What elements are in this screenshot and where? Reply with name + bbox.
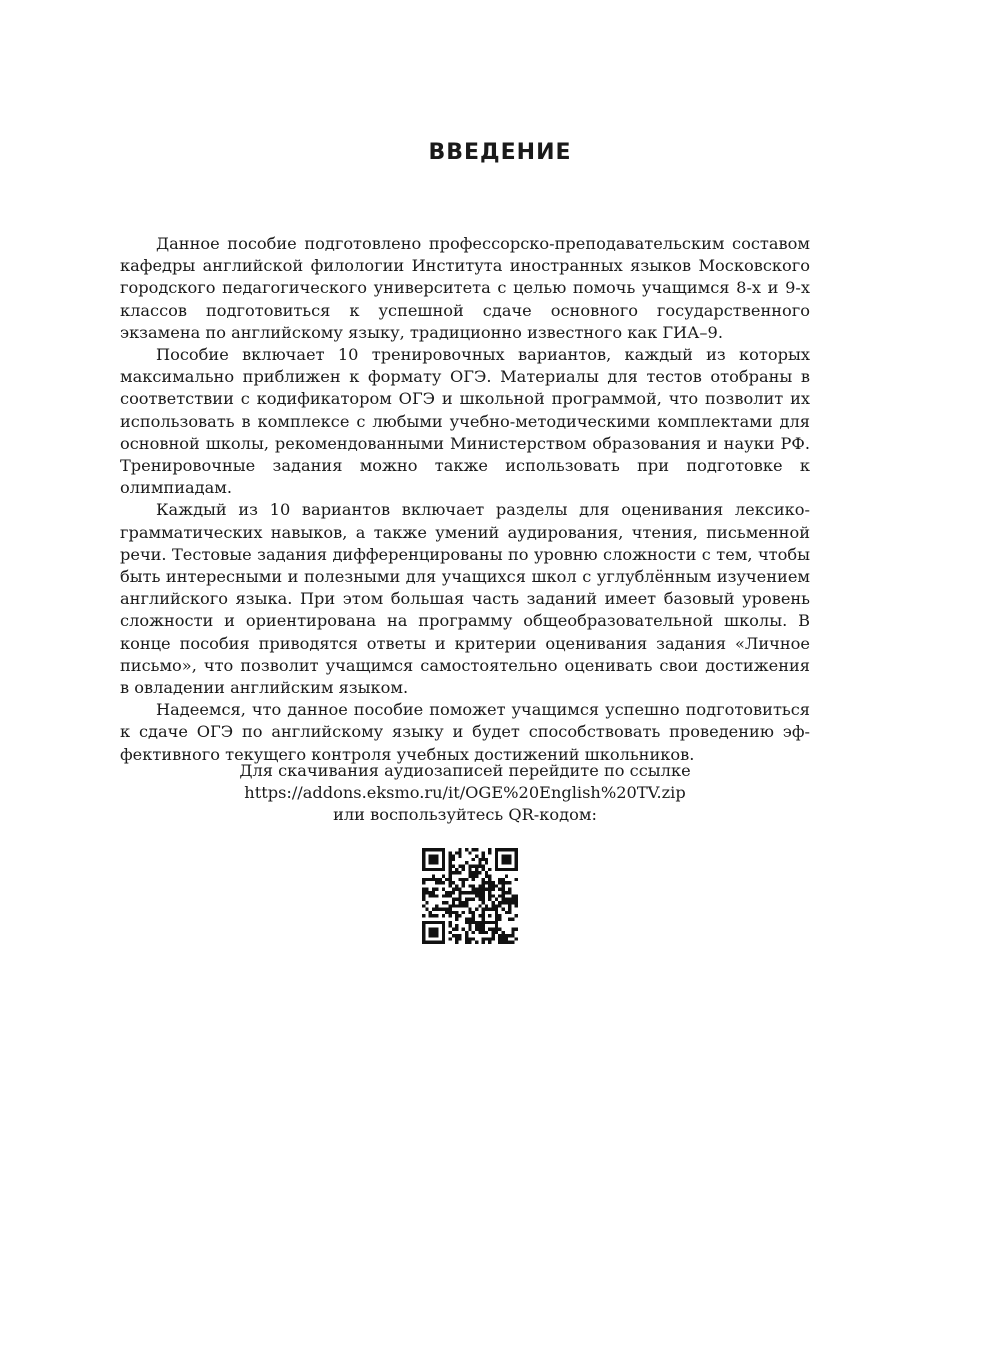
paragraph: Каждый из 10 вариантов включает разделы для оценивания лексико-грамматических навыков, а также умений аудирования, чтения, письменной речи. Тестовые задания дифференцированы по уровню сложности с тем, чтобы быть интересными и полезными для учащихся школ с углублённым изучением английского языка. При этом большая часть заданий имеет базовый уровень сложности и ориентирована на программу общеобразовательной школы. В конце пособия приводятся ответы и критерии оценивания задания «Личное письмо», что позволит учащимся самостоятельно оценивать свои достижения в овладении английским языком. — [120, 500, 810, 698]
download-link[interactable]: https://addons.eksmo.ru/it/OGE%20English%20TV.zip — [244, 783, 686, 803]
download-block — [120, 760, 810, 827]
paragraph: Пособие включает 10 тренировочных вариантов, каждый из которых максимально приближен к формату ОГЭ. Материалы для тестов отобраны в соответствии с кодификатором ОГЭ и школьной программой, что позволит их использовать в комплексе с любыми учебно-методическими комплектами для основной школы, рекомендованными Министерством образования и науки РФ. Тренировочные задания можно также использовать при подготовке к олимпиадам. — [120, 345, 810, 498]
paragraph: Надеемся, что данное пособие поможет учащимся успешно подготовиться к сдаче ОГЭ по английскому языку и будет способствовать проведению эффективного текущего контроля учебных достижений школьников. — [120, 700, 810, 764]
qr-code-icon[interactable] — [422, 848, 518, 944]
page-title: ВВЕДЕНИЕ — [428, 140, 572, 165]
intro-text — [120, 233, 810, 766]
qr-instruction: или воспользуйтесь QR-кодом: — [333, 805, 597, 825]
download-instruction: Для скачивания аудиозаписей перейдите по ссылке — [239, 761, 691, 780]
qr-code-graphic — [422, 848, 518, 944]
paragraph: Данное пособие подготовлено профессорско-преподавательским составом кафедры английской филологии Института иностранных языков Московского городского педагогического университета с целью помочь учащимся 8-х и 9-х классов подготовиться к успешной сдаче основного государственного экзамена по английскому языку, традиционно известного как ГИА–9. — [120, 234, 810, 342]
